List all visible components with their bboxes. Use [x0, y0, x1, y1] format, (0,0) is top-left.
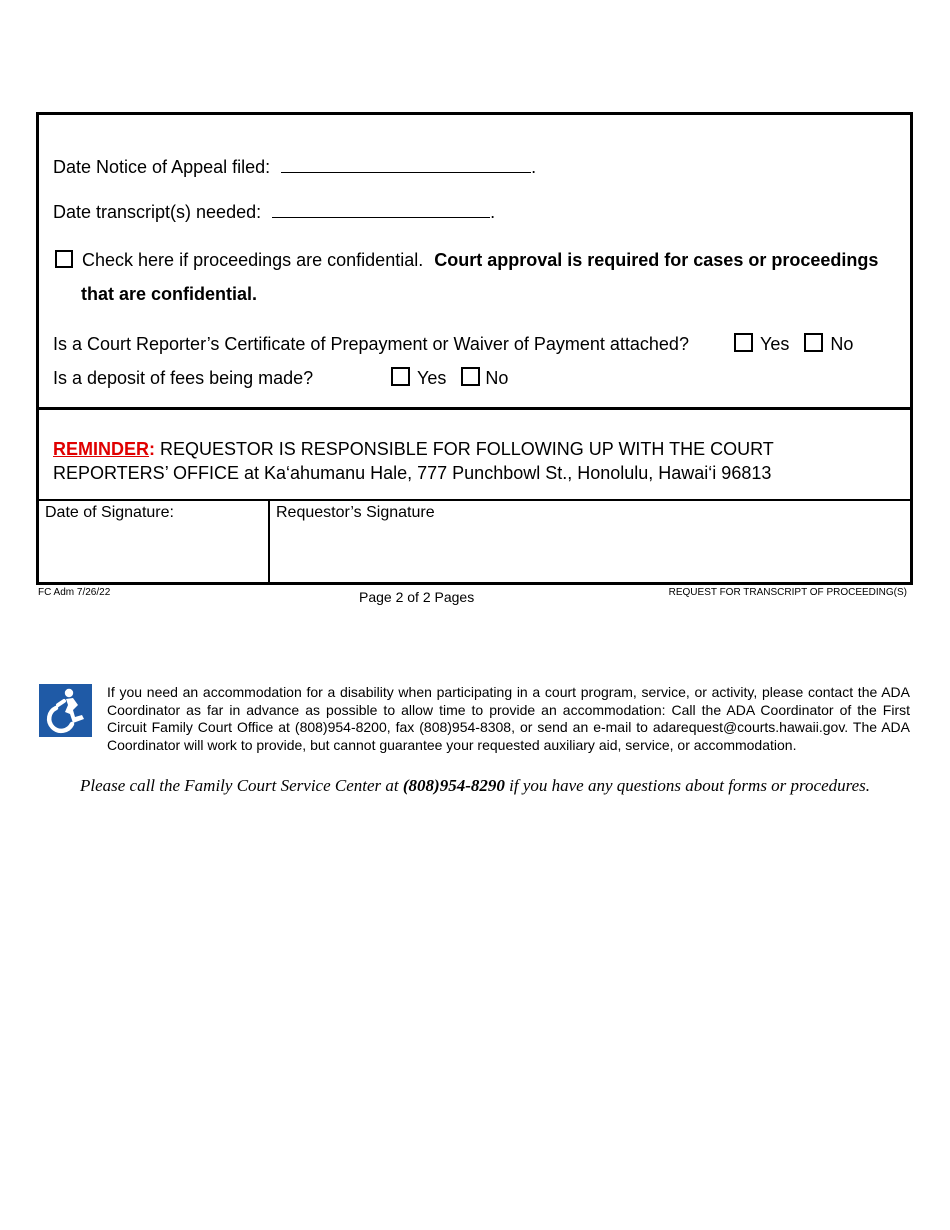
- service-center-notice: [0, 776, 950, 796]
- certificate-no-label: No: [830, 334, 854, 354]
- deposit-yes-checkbox[interactable]: [391, 367, 410, 386]
- confidential-checkbox[interactable]: [55, 250, 73, 268]
- form-code: FC Adm 7/26/22: [38, 587, 111, 598]
- deposit-options: [391, 367, 508, 389]
- notice-of-appeal-date-field[interactable]: [281, 172, 531, 173]
- certificate-yes-checkbox[interactable]: [734, 333, 753, 352]
- certificate-no-checkbox[interactable]: [804, 333, 823, 352]
- confidential-row: [55, 250, 878, 271]
- deposit-row: [53, 368, 313, 389]
- confidential-approval-notice: Court approval is required for cases or proceedings: [434, 250, 879, 270]
- reminder-colon: :: [149, 439, 156, 459]
- transcript-needed-date-field[interactable]: [272, 217, 490, 218]
- confidential-label: Check here if proceedings are confidential.: [82, 250, 424, 270]
- transcript-needed-row: [53, 202, 495, 223]
- transcript-request-form: [36, 112, 913, 585]
- certificate-options: [734, 333, 853, 355]
- accessibility-icon: [39, 684, 92, 737]
- service-center-text-end: if you have any questions about forms or procedures.: [504, 776, 871, 795]
- deposit-question: Is a deposit of fees being made?: [53, 368, 314, 388]
- requestor-signature-label: Requestor’s Signature: [276, 504, 435, 521]
- service-center-text: Please call the Family Court Service Center at: [79, 776, 403, 795]
- confidential-approval-notice-cont: that are confidential.: [81, 284, 258, 304]
- page-number: Page 2 of 2 Pages: [359, 589, 475, 605]
- date-of-signature-label: Date of Signature:: [45, 504, 174, 521]
- certificate-question: Is a Court Reporter’s Certificate of Prepayment or Waiver of Payment attached?: [53, 334, 689, 354]
- notice-of-appeal-label: Date Notice of Appeal filed:: [53, 157, 271, 177]
- reminder-text-1: REQUESTOR IS RESPONSIBLE FOR FOLLOWING UP WITH THE COURT: [155, 439, 774, 459]
- notice-of-appeal-period: .: [531, 157, 537, 177]
- reminder-section: [39, 410, 910, 499]
- deposit-no-label: No: [485, 368, 509, 388]
- deposit-yes-label: Yes: [417, 368, 447, 388]
- certificate-row: [53, 334, 689, 355]
- reminder-line-2: REPORTERS’ OFFICE at Ka‘ahumanu Hale, 777 Punchbowl St., Honolulu, Hawai‘i 96813: [53, 463, 772, 483]
- reminder-line-1: [53, 439, 774, 460]
- appeal-details-section: [39, 115, 910, 410]
- date-of-signature-cell[interactable]: [39, 501, 270, 584]
- signature-section: [39, 499, 910, 584]
- reminder-label: REMINDER: [53, 439, 150, 459]
- transcript-needed-period: .: [490, 202, 496, 222]
- service-center-phone: (808)954-8290: [402, 776, 505, 795]
- certificate-yes-label: Yes: [760, 334, 790, 354]
- form-title: REQUEST FOR TRANSCRIPT OF PROCEEDING(S): [668, 587, 907, 598]
- ada-notice: If you need an accommodation for a disability when participating in a court program, service, or activity, please contact the ADA Coordinator as far in advance as possible to allow time to provide an accommodation: Call the ADA Coordinator of the First Circuit Family Court Office at (808)954-8200, fax (808)954-8308, or send an e-mail to adarequest@courts.hawaii.gov. The ADA Coordinator will work to provide, but cannot guarantee your requested auxiliary aid, service, or accommodation.: [107, 684, 910, 753]
- deposit-no-checkbox[interactable]: [461, 367, 480, 386]
- requestor-signature-cell[interactable]: [270, 501, 910, 584]
- transcript-needed-label: Date transcript(s) needed:: [53, 202, 262, 222]
- notice-of-appeal-row: [53, 157, 536, 178]
